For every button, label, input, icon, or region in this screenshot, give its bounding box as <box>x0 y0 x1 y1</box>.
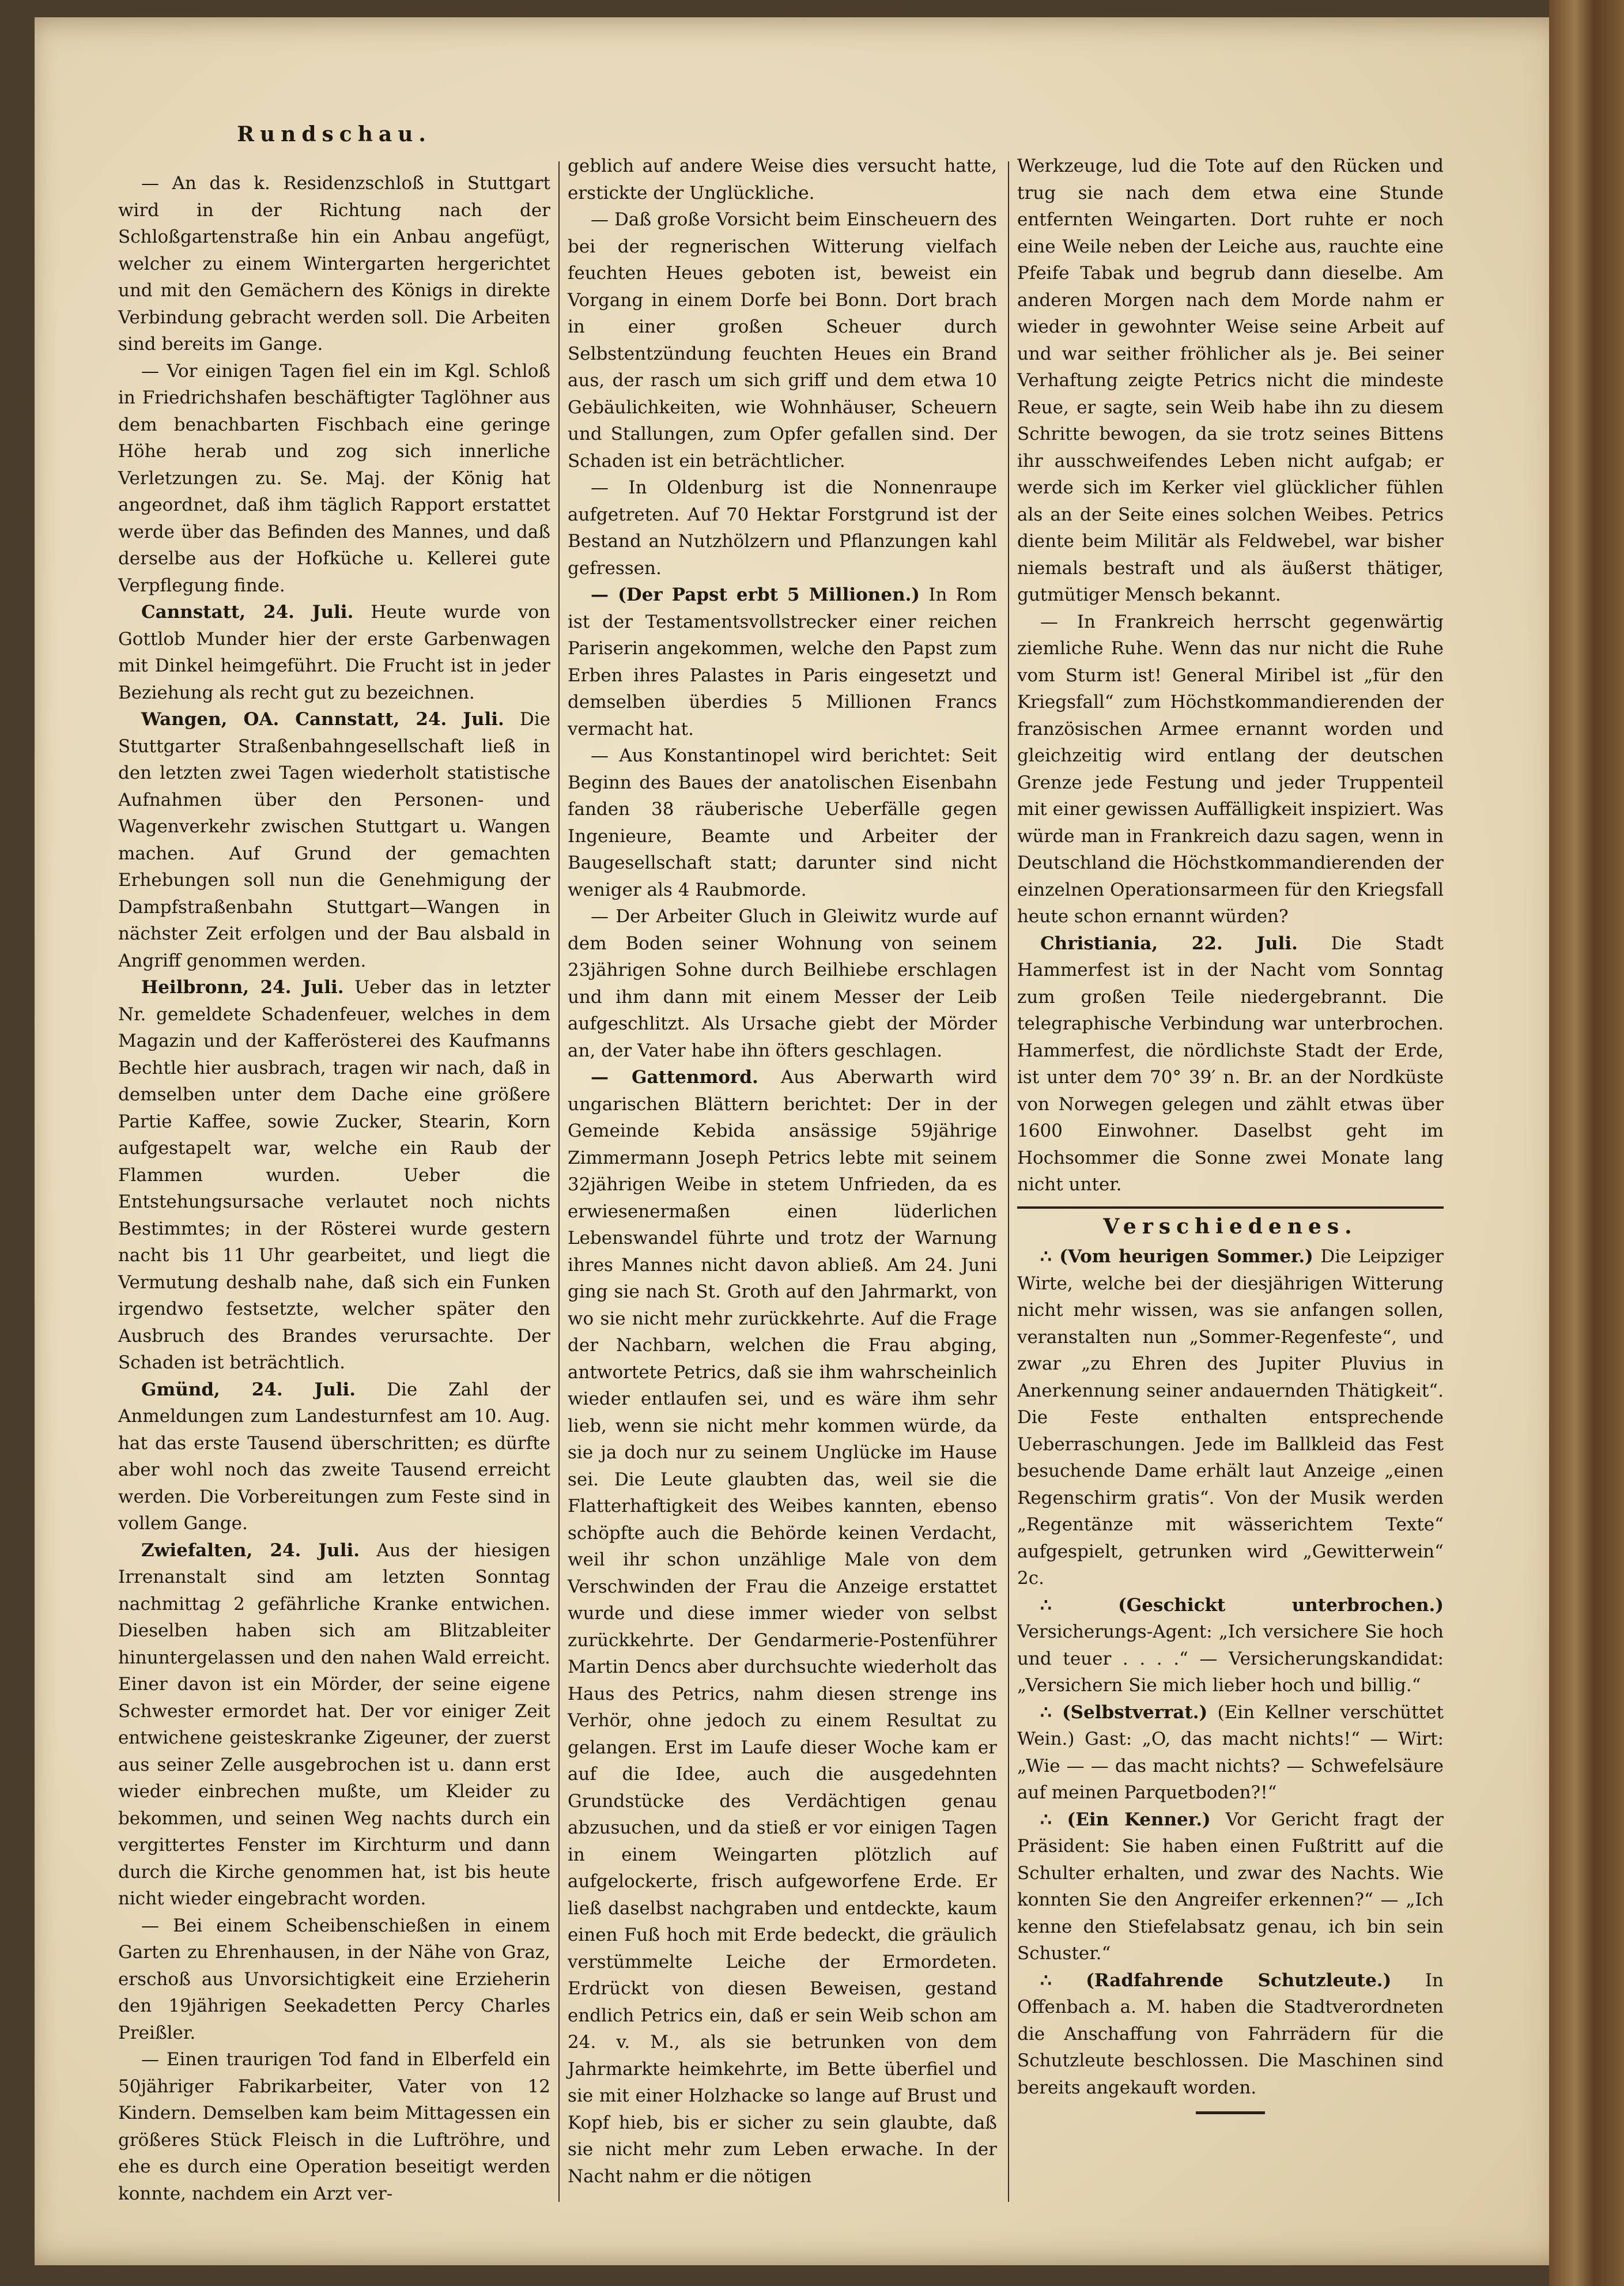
article-paragraph: — In Oldenburg ist die Nonnenraupe aufgetreten. Auf 70 Hektar Forstgrund ist der Bestand an Nutzhölzern und Pflanzungen kahl gefressen. <box>568 477 997 579</box>
article-text: Die Leipziger Wirte, welche bei der diesjährigen Witterung nicht mehr wissen, was sie anfangen sollen, veranstalten nun „Sommer-Regenfeste“, und zwar „zu Ehren des Jupiter Pluvius in Anerkennung seiner andauernden Thätigkeit“. Die Feste enthalten entsprechende Ueberraschungen. Jede im Ballkleid das Fest besuchende Dame erhält laut Anzeige „einen Regenschirm gratis“. Von der Musik werden „Regentänze mit wässerichtem Texte“ aufgespielt, getrunken wird „Gewitterwein“ 2c. <box>1017 1246 1444 1589</box>
article-text: In Offenbach a. M. haben die Stadtverordneten die Anschaffung von Fahrrädern für die Schutzleute beschlossen. Die Maschinen sind bereits angekauft worden. <box>1017 1970 1444 2098</box>
item-title: ∴ (Radfahrende Schutzleute.) <box>1040 1970 1392 1991</box>
article-paragraph <box>1017 1699 1444 1806</box>
item-title: ∴ (Geschickt unterbrochen.) <box>1040 1594 1444 1616</box>
section-heading-verschiedenes: Verschiedenes. <box>1103 1214 1358 1239</box>
dateline: — (Der Papst erbt 5 Millionen.) <box>591 584 920 605</box>
article-paragraph <box>118 599 550 706</box>
dateline: Christiania, 22. Juli. <box>1040 933 1298 954</box>
column-divider <box>1008 161 1009 2202</box>
article-paragraph <box>118 1376 550 1537</box>
article-paragraph: — Bei einem Scheibenschießen in einem Garten zu Ehrenhausen, in der Nähe von Graz, erschoß aus Unvorsichtigkeit eine Erzieherin den 19jährigen Seekadetten Percy Charles Preißler. <box>118 1915 550 2043</box>
article-paragraph <box>1017 1243 1444 1592</box>
article-paragraph: geblich auf andere Weise dies versucht hatte, erstickte der Unglückliche. <box>568 156 997 203</box>
dateline: — Gattenmord. <box>591 1067 758 1088</box>
dateline: Gmünd, 24. Juli. <box>141 1379 356 1400</box>
article-paragraph <box>118 706 550 974</box>
article-paragraph: — In Frankreich herrscht gegenwärtig ziemliche Ruhe. Wenn das nur nicht die Ruhe vom Sturm ist! General Miribel ist „für den Kriegsfall“ zum Höchstkommandierenden der französischen Armee ernannt worden und gleichzeitig wird entlang der deutschen Grenze jede Festung und jeder Truppenteil mit einer gewissen Auffälligkeit inspiziert. Was würde man in Frankreich dazu sagen, wenn in Deutschland die Höchstkommandierenden der einzelnen Operationsarmeen für den Kriegsfall heute schon ernannt würden? <box>1017 611 1444 927</box>
article-paragraph <box>1017 1592 1444 1699</box>
article-paragraph: — Daß große Vorsicht beim Einscheuern des bei der regnerischen Witterung vielfach feuchten Heues geboten ist, beweist ein Vorgang in einem Dorfe bei Bonn. Dort brach in einer großen Scheuer durch Selbstentzündung feuchten Heues ein Brand aus, der rasch um sich griff und dem etwa 10 Gebäulichkeiten, wie Wohnhäuser, Scheuern und Stallungen, zum Opfer gefallen sind. Der Schaden ist ein beträchtlicher. <box>568 209 997 471</box>
article-text: In Rom ist der Testamentsvollstrecker einer reichen Pariserin angekommen, welche den Papst zum Erben ihres Palastes in Paris eingesetzt und demselben überdies 5 Millionen Francs vermacht hat. <box>568 584 997 740</box>
article-text: Die Zahl der Anmeldungen zum Landesturnfest am 10. Aug. hat das erste Tausend überschritten; es dürfte aber wohl noch das zweite Tausend erreicht werden. Die Vorbereitungen zum Feste sind in vollem Gange. <box>118 1379 551 1534</box>
article-text: Aus Aberwarth wird ungarischen Blättern berichtet: Der in der Gemeinde Kebida ansässige 59jährige Zimmermann Joseph Petrics lebte mit seinem 32jährigen Weibe in stetem Unfrieden, da es erwiesenermaßen einen lüderlichen Lebenswandel führte und trotz der Warnung ihres Mannes nicht davon abließ. Am 24. Juni ging sie nach St. Groth auf den Jahrmarkt, von wo sie nicht mehr zurückkehrte. Auf die Frage der Nachbarn, welchen die Frau abging, antwortete Petrics, daß sie ihm wahrscheinlich wieder entlaufen sei, und es wäre ihm sehr lieb, wenn sie nicht mehr kommen würde, da sie ja doch nur zu seinem Unglücke im Hause sei. Die Leute glaubten das, weil sie die Flatterhaftigkeit des Weibes kannten, ebenso schöpfte auch die Behörde keinen Verdacht, weil ihr schon unzählige Male von dem Verschwinden der Frau die Anzeige erstattet wurde und diese immer wieder von selbst zurückkehrte. Der Gendarmerie-Postenführer Martin Dencs aber durchsuchte wiederholt das Haus des Petrics, nahm diesen strenge ins Verhör, ohne jedoch zu einem Resultat zu gelangen. Erst im Laufe dieser Woche kam er auf die Idee, auch die ausgedehnten Grundstücke des Verdächtigen genau abzusuchen, und da stieß er vor einigen Tagen in einem Weingarten plötzlich auf aufgelockerte, frisch aufgeworfene Erde. Er ließ daselbst nachgraben und entdeckte, kaum einen Fuß hoch mit Erde bedeckt, die gräulich verstümmelte Leiche der Ermordeten. Erdrückt von diesen Beweisen, gestand endlich Petrics ein, daß er sein Weib schon am 24. v. M., als sie betrunken von dem Jahrmarkte heimkehrte, im Bette überfiel und sie mit einer Holzhacke so lange auf Brust und Kopf hieb, bis er sicher zu sein glaubte, daß sie nicht mehr zum Leben erwache. In der Nacht nahm er die nötigen <box>568 1067 997 2187</box>
column-3 <box>1017 153 1444 2199</box>
end-rule <box>1196 2111 1265 2114</box>
item-title: ∴ (Selbstverrat.) <box>1040 1702 1208 1723</box>
article-paragraph: — Einen traurigen Tod fand in Elberfeld ein 50jähriger Fabrikarbeiter, Vater von 12 Kindern. Demselben kam beim Mittagessen ein größeres Stück Fleisch in die Luftröhre, und ehe es durch eine Operation beseitigt werden konnte, nachdem ein Arzt ver- <box>118 2049 550 2204</box>
book-binding <box>1549 0 1624 2286</box>
article-paragraph: — Vor einigen Tagen fiel ein im Kgl. Schloß in Friedrichshafen beschäftigter Taglöhner aus dem benachbarten Fischbach eine geringe Höhe herab und zog sich innerliche Verletzungen zu. Se. Maj. der König hat angeordnet, daß ihm täglich Rapport erstattet werde über das Befinden des Mannes, und daß derselbe aus der Hofküche u. Kellerei gute Verpflegung finde. <box>118 360 550 596</box>
column-2 <box>568 153 997 2199</box>
section-heading-rundschau: Rundschau. <box>237 122 432 146</box>
article-text: Vor Gericht fragt der Präsident: Sie haben einen Fußtritt auf die Schulter erhalten, und zwar des Nachts. Wie konnten Sie den Angreifer erkennen?“ — „Ich kenne den Stiefelabsatz genau, ich bin sein Schuster.“ <box>1017 1809 1444 1964</box>
article-paragraph <box>1017 930 1444 1198</box>
article-text: (Ein Kellner verschüttet Wein.) Gast: „O, das macht nichts!“ — Wirt: „Wie — — das macht nichts? — Schwefelsäure auf meinen Parquetboden?!“ <box>1017 1702 1444 1803</box>
article-paragraph <box>118 1537 550 1912</box>
dateline: Zwiefalten, 24. Juli. <box>141 1540 360 1561</box>
article-paragraph: — An das k. Residenzschloß in Stuttgart wird in der Richtung nach der Schloßgartenstraße hin ein Anbau angefügt, welcher zu einem Wintergarten hergerichtet und mit den Gemächern des Königs in direkte Verbindung gebracht werden soll. Die Arbeiten sind bereits im Gange. <box>118 173 550 354</box>
article-paragraph <box>118 974 550 1376</box>
section-rule <box>1017 1206 1444 1209</box>
article-paragraph <box>568 1064 997 2190</box>
article-text: Versicherungs-Agent: „Ich versichere Sie hoch und teuer . . . .“ — Versicherungskandidat: „Versichern Sie mich lieber hoch und billig.“ <box>1017 1621 1444 1696</box>
article-paragraph <box>568 582 997 742</box>
article-paragraph: — Aus Konstantinopel wird berichtet: Seit Beginn des Baues der anatolischen Eisenbahn fanden 38 räuberische Ueberfälle gegen Ingenieure, Beamte und Arbeiter der Baugesellschaft statt; darunter sind nicht weniger als 4 Raubmorde. <box>568 745 997 900</box>
article-paragraph: — Der Arbeiter Gluch in Gleiwitz wurde auf dem Boden seiner Wohnung von seinem 23jährigen Sohne durch Beilhiebe erschlagen und ihm dann mit einem Messer der Leib aufgeschlitzt. Als Ursache giebt der Mörder an, der Vater habe ihn öfters geschlagen. <box>568 906 997 1061</box>
column-1 <box>118 122 551 2216</box>
item-title: ∴ (Vom heurigen Sommer.) <box>1040 1246 1313 1267</box>
article-paragraph <box>1017 1967 1444 2102</box>
item-title: ∴ (Ein Kenner.) <box>1040 1809 1211 1830</box>
article-text: Heute wurde von Gottlob Munder hier der erste Garbenwagen mit Dinkel heimgeführt. Die Frucht ist in jeder Beziehung als recht gut zu bezeichnen. <box>118 602 550 703</box>
article-paragraph: Werkzeuge, lud die Tote auf den Rücken und trug sie nach dem etwa eine Stunde entfernten Weingarten. Dort ruhte er noch eine Weile neben der Leiche aus, rauchte eine Pfeife Tabak und begrub dann dieselbe. Am anderen Morgen nach dem Morde nahm er wieder in gewohnter Weise seine Arbeit auf und war seither fröhlicher als je. Bei seiner Verhaftung zeigte Petrics nicht die mindeste Reue, er sagte, sein Weib habe ihn zu diesem Schritte bewogen, da sie trotz seines Bittens ihr ausschweifendes Leben nicht aufgab; er werde sich im Kerker viel glücklicher fühlen als an der Seite eines solchen Weibes. Petrics diente beim Militär als Feldwebel, war bisher niemals bestraft und als äußerst thätiger, gutmütiger Mensch bekannt. <box>1017 156 1444 605</box>
dateline: Heilbronn, 24. Juli. <box>141 977 344 998</box>
dateline: Cannstatt, 24. Juli. <box>141 602 354 623</box>
article-text: Die Stuttgarter Straßenbahngesellschaft ließ in den letzten zwei Tagen wiederholt statistische Aufnahmen über den Personen- und Wagenverkehr zwischen Stuttgart u. Wangen machen. Auf Grund der gemachten Erhebungen soll nun die Genehmigung der Dampfstraßenbahn Stuttgart—Wangen in nächster Zeit erfolgen und der Bau alsbald in Angriff genommen werden. <box>118 709 550 971</box>
dateline: Wangen, OA. Cannstatt, 24. Juli. <box>141 709 504 730</box>
article-paragraph <box>1017 1806 1444 1967</box>
article-text: Ueber das in letzter Nr. gemeldete Schadenfeuer, welches in dem Magazin und der Kafferösterei des Kaufmanns Bechtle hier ausbrach, tragen wir nach, daß in demselben unter dem Dache eine größere Partie Kaffee, sowie Zucker, Stearin, Korn aufgestapelt war, welche ein Raub der Flammen wurden. Ueber die Entstehungsursache verlautet noch nichts Bestimmtes; in der Rösterei wurde gestern nacht bis 11 Uhr gearbeitet, und liegt die Vermutung deshalb nahe, daß sich ein Funken irgendwo festsetzte, welcher später den Ausbruch des Brandes verursachte. Der Schaden ist beträchtlich. <box>118 977 550 1373</box>
article-text: Die Stadt Hammerfest ist in der Nacht vom Sonntag zum großen Teile niedergebrannt. Die telegraphische Verbindung war unterbrochen. Hammerfest, die nördlichste Stadt der Erde, ist unter dem 70° 39′ n. Br. an der Nordküste von Norwegen gelegen und zählt etwas über 1600 Einwohner. Daselbst geht im Hochsommer die Sonne zwei Monate lang nicht unter. <box>1017 933 1444 1195</box>
article-text: Aus der hiesigen Irrenanstalt sind am letzten Sonntag nachmittag 2 gefährliche Kranke entwichen. Dieselben haben sich am Blitzableiter hinuntergelassen und den nahen Wald erreicht. Einer davon ist ein Mörder, der seine eigene Schwester ermordet hat. Der vor einiger Zeit entwichene geisteskranke Zigeuner, der zuerst aus seiner Zelle ausgebrochen ist u. dann erst wieder einbrechen mußte, um Kleider zu bekommen, und seinen Weg nachts durch ein vergittertes Fenster im Kirchturm und dann durch die Kirche genommen hat, ist bis heute nicht wieder eingebracht worden. <box>118 1540 550 1909</box>
column-divider <box>558 161 560 2202</box>
